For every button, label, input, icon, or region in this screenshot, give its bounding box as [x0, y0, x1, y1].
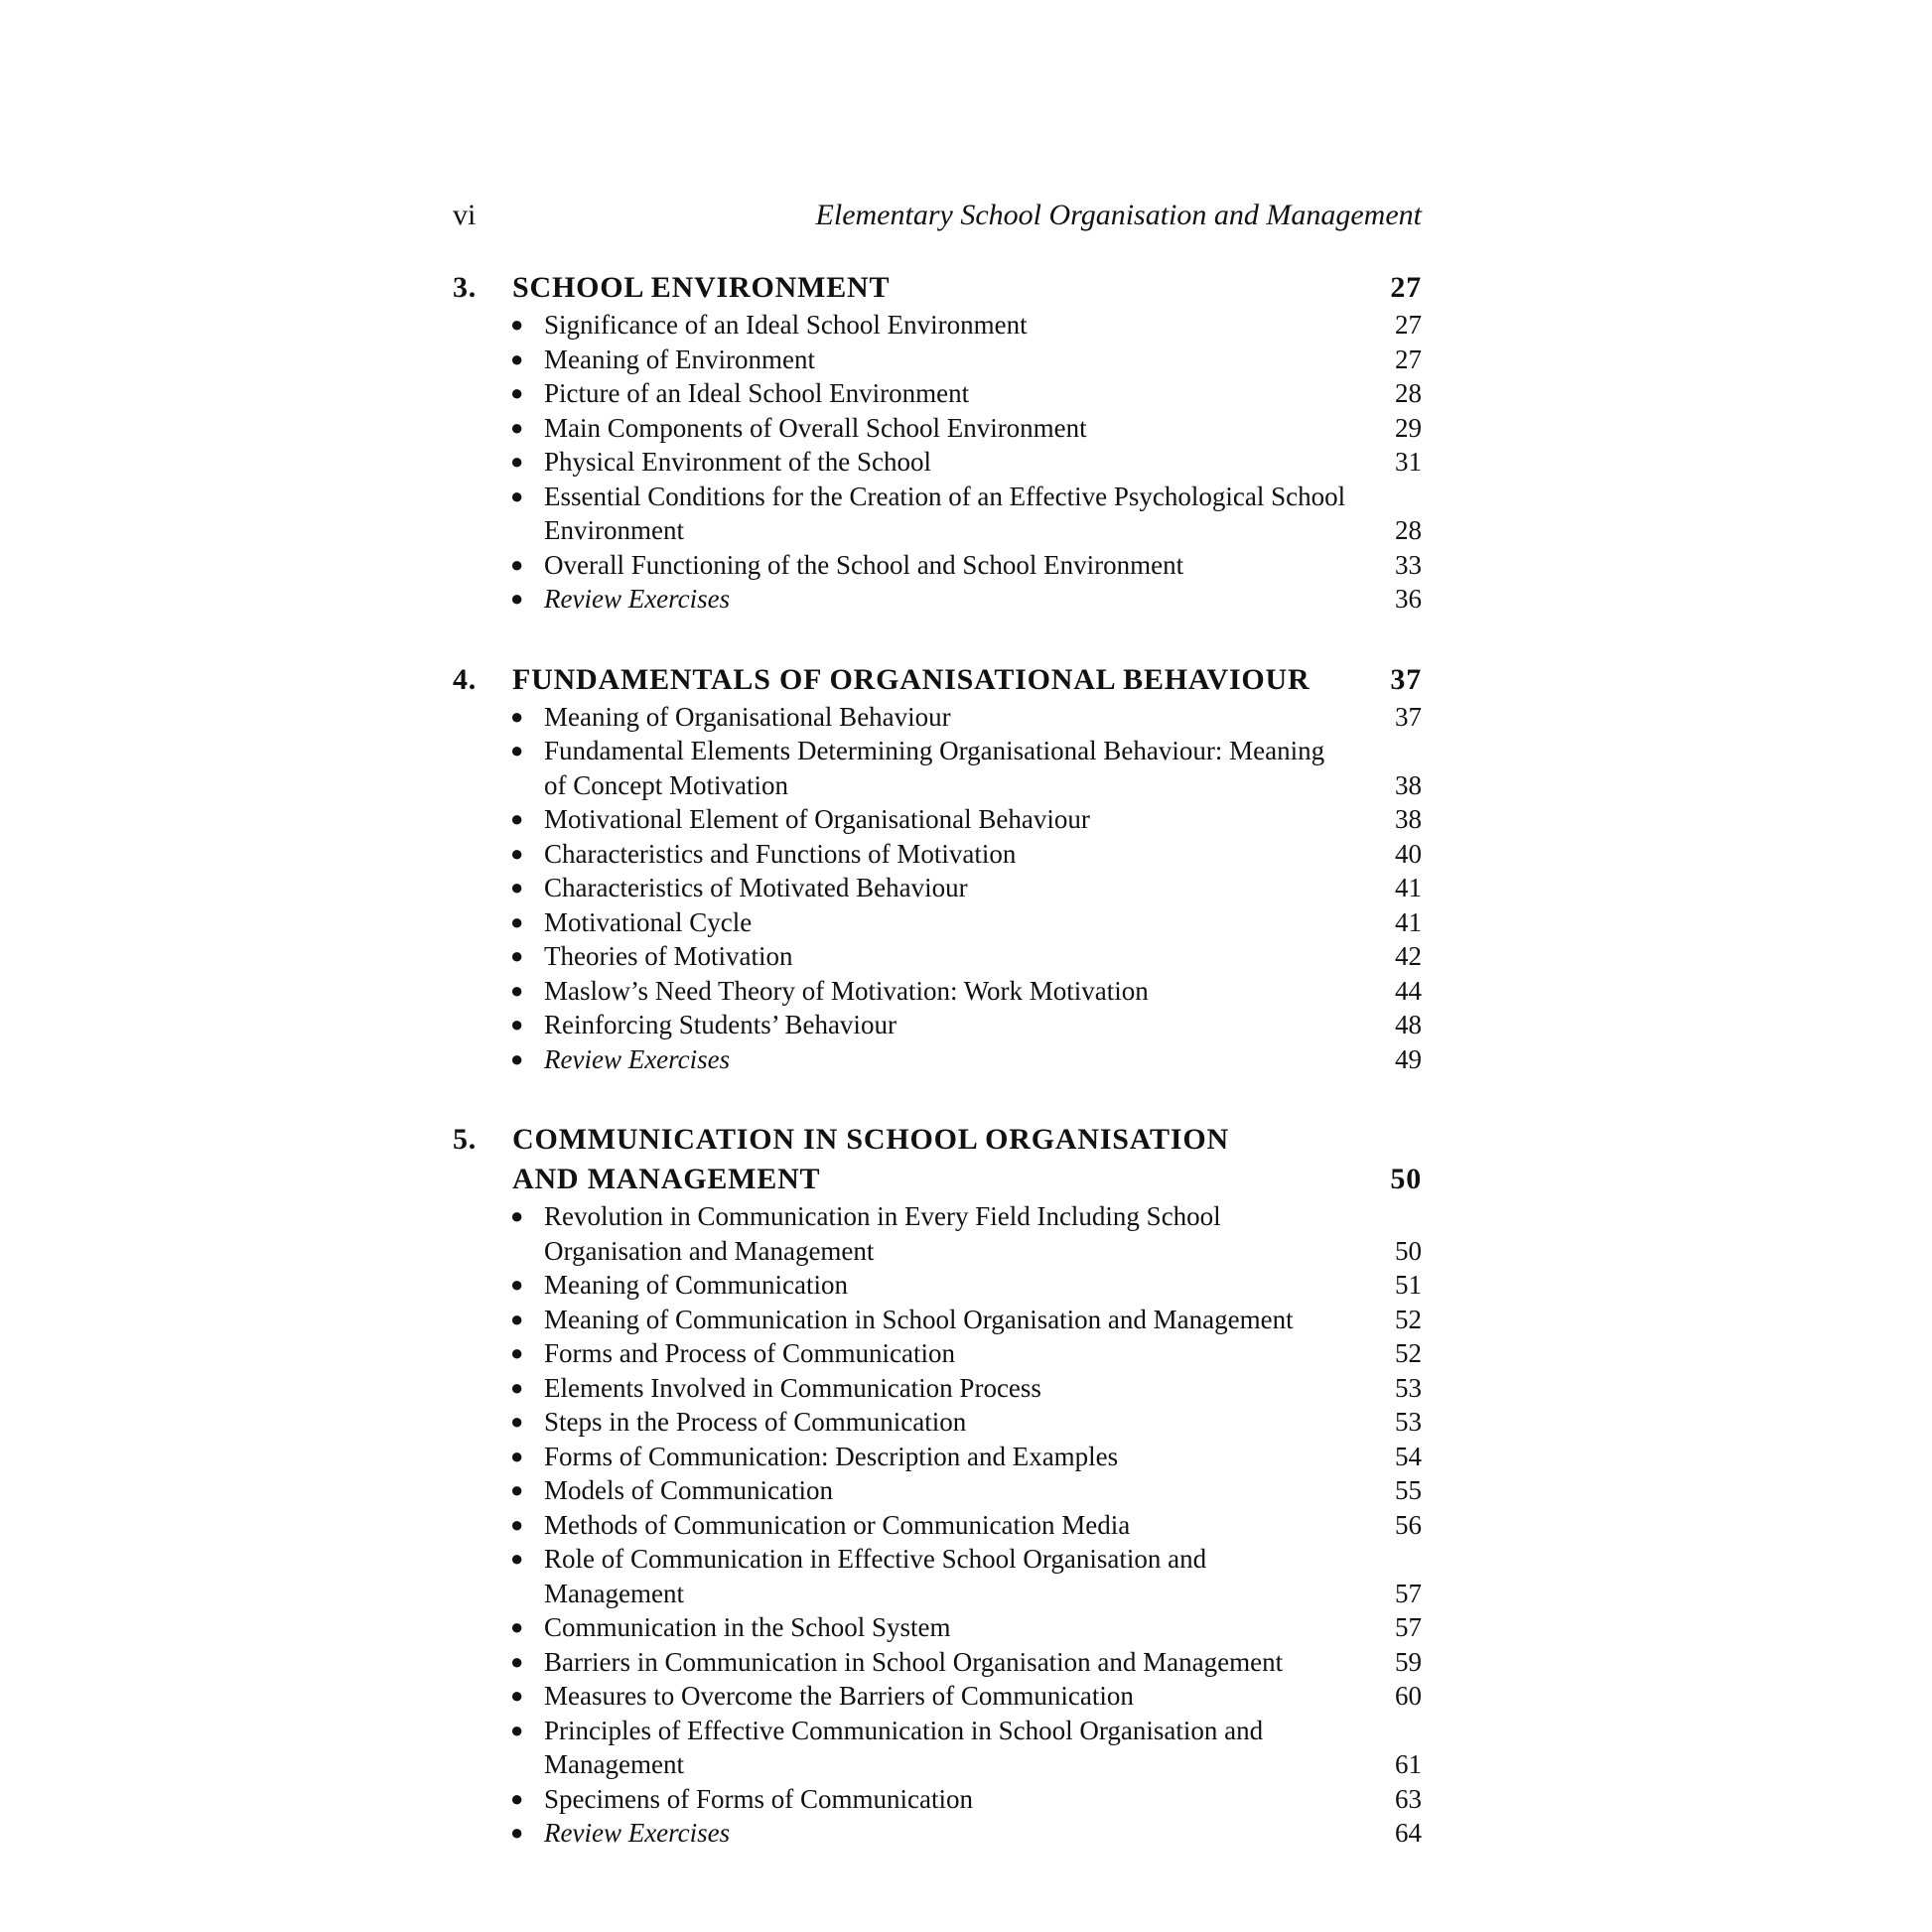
entry-title: Characteristics and Functions of Motivation: [544, 838, 1017, 869]
bullet-icon: ●: [510, 875, 524, 899]
entry-page-number: 53: [1395, 1407, 1422, 1437]
entry-page-number: 64: [1395, 1818, 1422, 1848]
entry-page-number: 29: [1395, 412, 1422, 443]
chapter-number: 4.: [453, 662, 478, 696]
entry-page-number: 42: [1395, 941, 1422, 971]
entry-title: Meaning of Environment: [544, 344, 815, 374]
bullet-icon: ●: [510, 943, 524, 968]
entry-page-number: 52: [1395, 1304, 1422, 1334]
chapter-section: [453, 1120, 1422, 1851]
entry-page-number: 55: [1395, 1475, 1422, 1505]
bullet-icon: ●: [510, 1683, 524, 1708]
bullet-icon: ●: [510, 1477, 524, 1502]
entry-page-number: 48: [1395, 1010, 1422, 1039]
entry-page-number: 37: [1395, 701, 1422, 732]
entry-page-number: 41: [1395, 906, 1422, 937]
bullet-icon: ●: [510, 449, 524, 474]
toc-entry[interactable]: [453, 939, 1422, 974]
bullet-icon: ●: [510, 586, 524, 611]
toc-entry[interactable]: [453, 837, 1422, 872]
entry-title: Specimens of Forms of Communication: [544, 1783, 973, 1814]
toc-entry[interactable]: [453, 1508, 1422, 1543]
entry-list: [453, 700, 1422, 1077]
chapter-title: [512, 268, 1352, 308]
bullet-icon: ●: [510, 806, 524, 831]
chapter-title: [512, 660, 1352, 700]
chapter-title-line: FUNDAMENTALS OF ORGANISATIONAL BEHAVIOUR: [512, 662, 1311, 696]
entry-page-number: 57: [1395, 1612, 1422, 1642]
entry-title: Methods of Communication or Communication Media: [544, 1509, 1131, 1540]
toc-entry[interactable]: [453, 1679, 1422, 1714]
bullet-icon: ●: [510, 345, 524, 371]
entry-page-number: 27: [1395, 310, 1422, 340]
toc-entry[interactable]: [453, 802, 1422, 837]
entry-title: Barriers in Communication in School Organisation and Management: [544, 1646, 1284, 1677]
entry-page-number: 51: [1395, 1270, 1422, 1300]
entry-title: Fundamental Elements Determining Organisational Behaviour: Meaning of Concept Motivation: [544, 736, 1325, 800]
toc-entry[interactable]: [453, 1268, 1422, 1303]
toc-entry[interactable]: [453, 1336, 1422, 1371]
toc-entry[interactable]: [453, 1440, 1422, 1474]
toc-entry[interactable]: [453, 376, 1422, 411]
bullet-icon: ●: [510, 1340, 524, 1365]
entry-page-number: 38: [1395, 804, 1422, 834]
bullet-icon: ●: [510, 977, 524, 1003]
bullet-icon: ●: [510, 738, 524, 762]
entry-page-number: 50: [1395, 1235, 1422, 1266]
entry-page-number: 57: [1395, 1578, 1422, 1608]
entry-title: Significance of an Ideal School Environment: [544, 310, 1028, 340]
toc-entry[interactable]: [453, 974, 1422, 1009]
toc-entry[interactable]: [453, 1199, 1422, 1268]
entry-title: Motivational Element of Organisational Behaviour: [544, 804, 1090, 834]
entry-list: [453, 1199, 1422, 1851]
entry-page-number: 63: [1395, 1783, 1422, 1814]
page-number: vi: [453, 199, 477, 231]
toc-entry[interactable]: [453, 1042, 1422, 1077]
toc-entry[interactable]: [453, 1008, 1422, 1042]
chapter-page-number: 37: [1390, 662, 1422, 696]
entry-title: Forms and Process of Communication: [544, 1338, 955, 1368]
chapter-page-number: 50: [1390, 1163, 1422, 1195]
toc-entry[interactable]: [453, 582, 1422, 617]
entry-title: Revolution in Communication in Every Field Including School Organisation and Management: [544, 1201, 1221, 1266]
bullet-icon: ●: [510, 1306, 524, 1331]
bullet-icon: ●: [510, 1203, 524, 1228]
bullet-icon: ●: [510, 380, 524, 405]
chapter-number: 5.: [453, 1123, 478, 1156]
toc-entry[interactable]: [453, 1405, 1422, 1440]
entry-title: Models of Communication: [544, 1475, 833, 1505]
bullet-icon: ●: [510, 1648, 524, 1674]
chapter-heading[interactable]: [453, 660, 1422, 700]
toc-entry[interactable]: [453, 308, 1422, 343]
chapter-section: [453, 268, 1422, 617]
entry-page-number: 44: [1395, 975, 1422, 1006]
toc-entry[interactable]: [453, 700, 1422, 735]
toc-entry[interactable]: [453, 1714, 1422, 1782]
chapter-title-line: COMMUNICATION IN SCHOOL ORGANISATION: [512, 1123, 1229, 1156]
bullet-icon: ●: [510, 1511, 524, 1537]
entry-title: Review Exercises: [544, 584, 731, 614]
entry-page-number: 28: [1395, 515, 1422, 545]
bullet-icon: ●: [510, 312, 524, 337]
entry-title: Maslow’s Need Theory of Motivation: Work Motivation: [544, 975, 1149, 1006]
toc-entry[interactable]: [453, 1782, 1422, 1817]
toc-entry[interactable]: [453, 1473, 1422, 1508]
entry-title: Elements Involved in Communication Process: [544, 1372, 1041, 1403]
bullet-icon: ●: [510, 840, 524, 866]
bullet-icon: ●: [510, 1820, 524, 1845]
entry-title: Essential Conditions for the Creation of an Effective Psychological School Environment: [544, 481, 1346, 545]
toc-entry[interactable]: [453, 445, 1422, 480]
toc-entry[interactable]: [453, 548, 1422, 583]
entry-title: Communication in the School System: [544, 1612, 951, 1642]
entry-page-number: 28: [1395, 378, 1422, 408]
bullet-icon: ●: [510, 483, 524, 508]
toc-entry[interactable]: [453, 871, 1422, 905]
entry-title: Meaning of Organisational Behaviour: [544, 701, 951, 732]
toc-entry[interactable]: [453, 905, 1422, 940]
chapter-number: 3.: [453, 271, 478, 304]
bullet-icon: ●: [510, 1546, 524, 1571]
chapter-heading[interactable]: [453, 268, 1422, 308]
entry-title: Forms of Communication: Description and Examples: [544, 1441, 1119, 1471]
entry-page-number: 36: [1395, 584, 1422, 614]
bullet-icon: ●: [510, 1374, 524, 1400]
entry-page-number: 41: [1395, 873, 1422, 902]
entry-page-number: 59: [1395, 1646, 1422, 1677]
entry-title: Picture of an Ideal School Environment: [544, 378, 970, 408]
entry-title: Role of Communication in Effective School Organisation and Management: [544, 1544, 1207, 1608]
entry-page-number: 61: [1395, 1749, 1422, 1779]
entry-title: Motivational Cycle: [544, 906, 753, 937]
toc-page: [453, 199, 1422, 1851]
entry-list: [453, 308, 1422, 617]
entry-page-number: 31: [1395, 447, 1422, 477]
toc-entry[interactable]: [453, 734, 1422, 802]
chapter-heading[interactable]: [453, 1120, 1422, 1199]
bullet-icon: ●: [510, 1443, 524, 1468]
bullet-icon: ●: [510, 414, 524, 440]
entry-title: Theories of Motivation: [544, 941, 793, 971]
entry-page-number: 54: [1395, 1441, 1422, 1471]
toc-entry[interactable]: [453, 343, 1422, 377]
bullet-icon: ●: [510, 1045, 524, 1071]
running-header: [453, 199, 1422, 248]
entry-page-number: 33: [1395, 549, 1422, 580]
bullet-icon: ●: [510, 703, 524, 729]
entry-title: Measures to Overcome the Barriers of Communication: [544, 1681, 1134, 1711]
toc-entry[interactable]: [453, 1645, 1422, 1680]
toc-entry[interactable]: [453, 1816, 1422, 1851]
bullet-icon: ●: [510, 1409, 524, 1434]
chapter-page-number: 27: [1390, 271, 1422, 304]
toc-entry[interactable]: [453, 1542, 1422, 1610]
chapter-title-line: SCHOOL ENVIRONMENT: [512, 271, 891, 304]
entry-page-number: 60: [1395, 1681, 1422, 1711]
chapter-section: [453, 660, 1422, 1077]
bullet-icon: ●: [510, 551, 524, 577]
bullet-icon: ●: [510, 1614, 524, 1639]
entry-title: Steps in the Process of Communication: [544, 1407, 967, 1437]
book-title: Elementary School Organisation and Management: [815, 199, 1422, 231]
entry-page-number: 52: [1395, 1338, 1422, 1368]
entry-page-number: 27: [1395, 344, 1422, 374]
entry-title: Reinforcing Students’ Behaviour: [544, 1010, 897, 1039]
entry-page-number: 49: [1395, 1043, 1422, 1074]
entry-title: Overall Functioning of the School and School Environment: [544, 549, 1184, 580]
toc-entry[interactable]: [453, 1371, 1422, 1406]
toc-entry[interactable]: [453, 411, 1422, 446]
entry-title: Physical Environment of the School: [544, 447, 931, 477]
entry-title: Characteristics of Motivated Behaviour: [544, 873, 968, 902]
entry-page-number: 40: [1395, 838, 1422, 869]
entry-title: Review Exercises: [544, 1043, 731, 1074]
chapter-list: [453, 268, 1422, 1851]
bullet-icon: ●: [510, 1717, 524, 1742]
bullet-icon: ●: [510, 1012, 524, 1036]
bullet-icon: ●: [510, 1785, 524, 1811]
entry-page-number: 56: [1395, 1509, 1422, 1540]
toc-entry[interactable]: [453, 480, 1422, 548]
toc-entry[interactable]: [453, 1610, 1422, 1645]
toc-entry[interactable]: [453, 1303, 1422, 1337]
entry-title: Meaning of Communication in School Organisation and Management: [544, 1304, 1294, 1334]
chapter-title-line: AND MANAGEMENT: [512, 1163, 821, 1195]
entry-title: Principles of Effective Communication in School Organisation and Management: [544, 1715, 1264, 1779]
chapter-title: [512, 1120, 1352, 1199]
bullet-icon: ●: [510, 1272, 524, 1297]
entry-page-number: 53: [1395, 1372, 1422, 1403]
entry-title: Review Exercises: [544, 1818, 731, 1848]
entry-title: Main Components of Overall School Environment: [544, 412, 1087, 443]
bullet-icon: ●: [510, 908, 524, 934]
entry-title: Meaning of Communication: [544, 1270, 848, 1300]
entry-page-number: 38: [1395, 769, 1422, 800]
